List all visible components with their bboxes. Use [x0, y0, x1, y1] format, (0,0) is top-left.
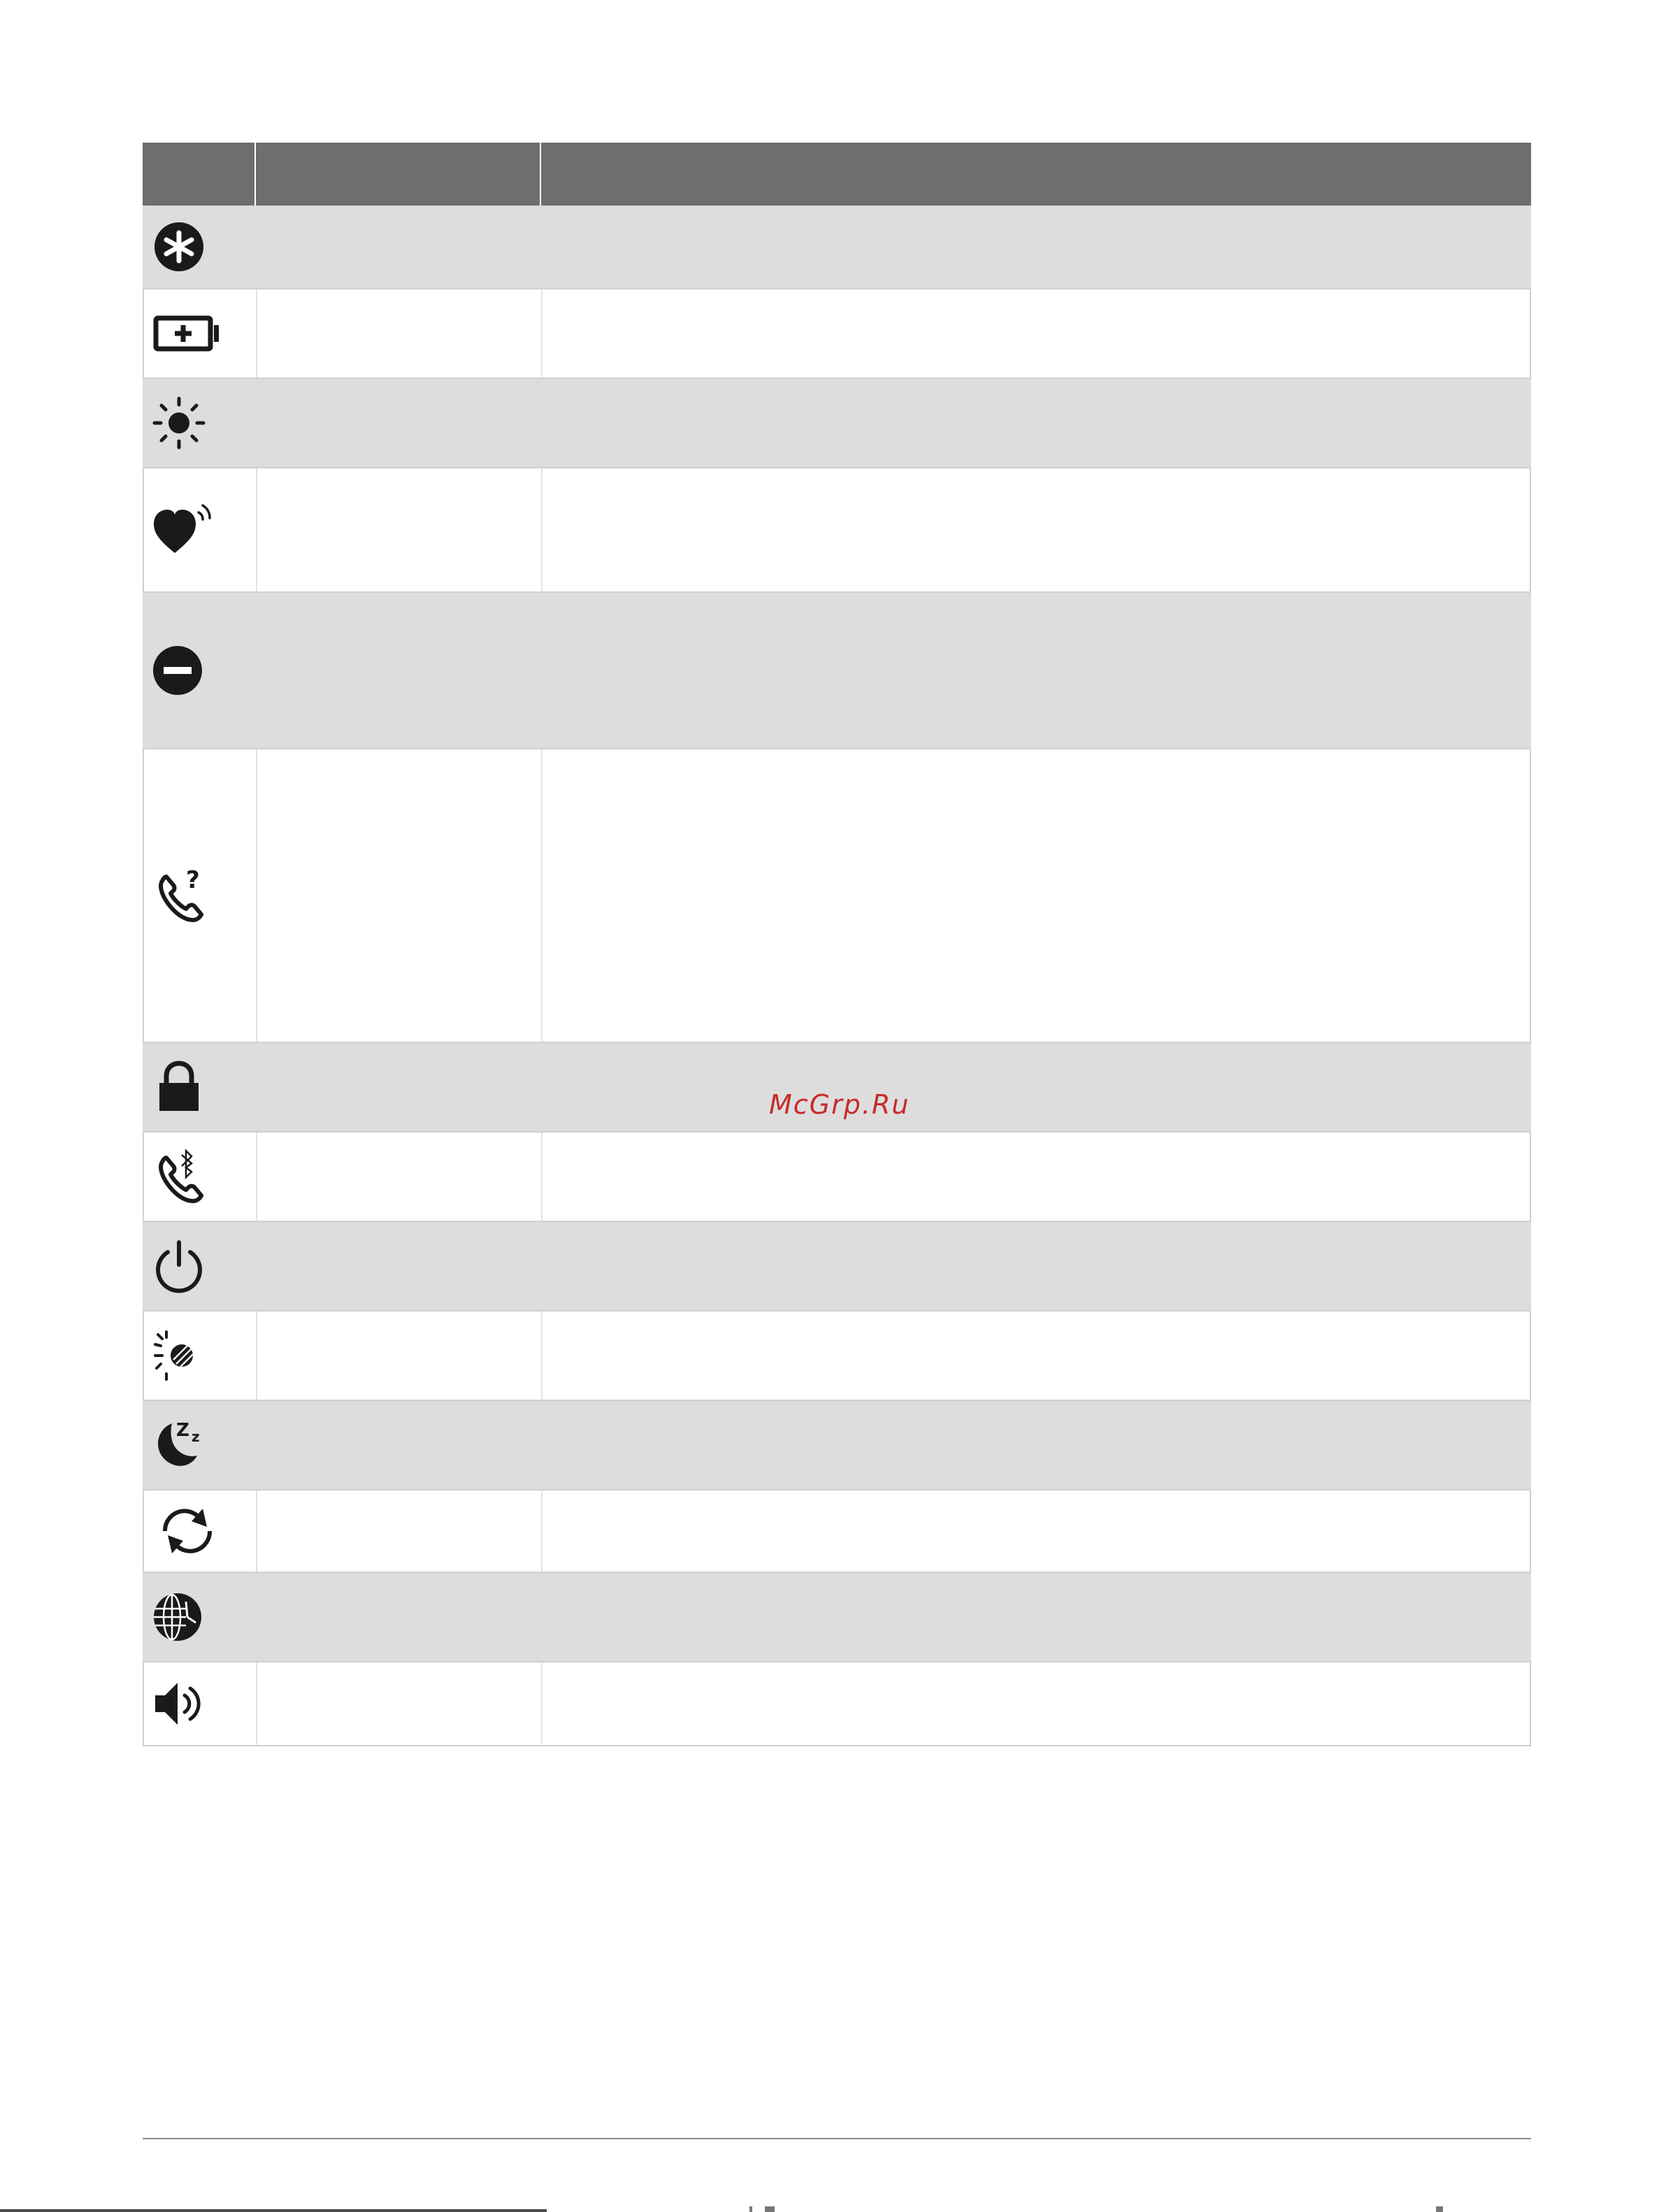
sync-arrows-icon [152, 1503, 222, 1559]
table-row [143, 593, 1531, 749]
table-row [143, 206, 1531, 289]
bottom-edge-mark [1436, 2206, 1443, 2212]
power-icon [151, 1238, 207, 1294]
table-row [143, 289, 1531, 379]
sun-moon-icon [152, 1328, 208, 1384]
table-row [143, 1222, 1531, 1312]
table-row [143, 1573, 1531, 1662]
bottom-edge-mark [749, 2206, 752, 2212]
asterisk-circle-icon [151, 219, 207, 275]
table-row [143, 1312, 1531, 1401]
heart-wireless-icon [152, 498, 215, 561]
lock-icon [151, 1059, 207, 1115]
table-row [143, 468, 1531, 593]
table-row [143, 749, 1531, 1043]
table-header [143, 143, 1531, 206]
svg-text:?: ? [186, 866, 200, 894]
bottom-edge-line [0, 2209, 547, 2212]
bottom-edge-mark [765, 2206, 775, 2212]
speaker-volume-icon [152, 1676, 215, 1732]
table-row [143, 1133, 1531, 1222]
phone-question-icon [152, 864, 215, 927]
do-not-disturb-icon [151, 642, 207, 698]
table-row [143, 1662, 1531, 1746]
sleep-moon-icon [151, 1414, 214, 1477]
table-row [143, 379, 1531, 468]
phone-bluetooth-icon [152, 1145, 215, 1208]
sun-icon [151, 395, 207, 451]
battery-plus-icon [152, 313, 222, 354]
header-divider [540, 143, 541, 206]
header-divider [254, 143, 256, 206]
svg-text:Z: Z [176, 1420, 189, 1441]
table-row [143, 1491, 1531, 1573]
watermark-text: McGrp.Ru [769, 1089, 910, 1120]
svg-text:z: z [192, 1428, 200, 1445]
footer-divider [143, 2138, 1531, 2139]
table-row [143, 1401, 1531, 1491]
icons-table [143, 143, 1531, 1746]
world-clock-icon [151, 1589, 207, 1645]
